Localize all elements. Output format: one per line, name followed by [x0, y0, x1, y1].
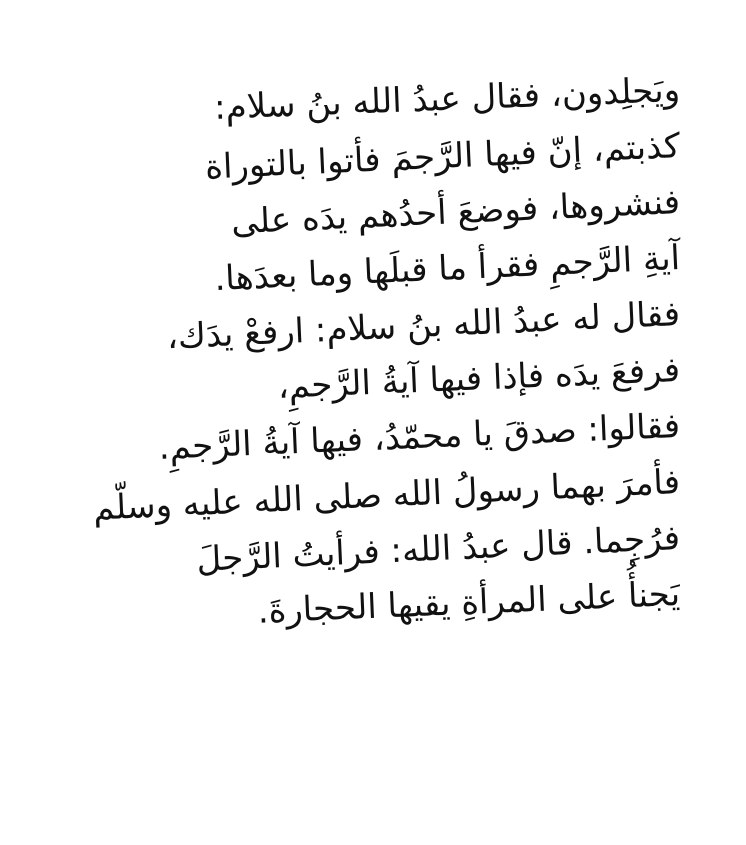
text-line: فقالوا: صدقَ يا محمّدُ، فيها آيةُ الرَّجمِ.	[157, 406, 681, 468]
text-line: فنشروها، فوضعَ أحدُهم يدَه على	[230, 182, 681, 243]
text-line: يَجنأُ على المرأةِ يقيها الحجارةَ.	[256, 574, 681, 632]
text-line: فقال له عبدُ الله بنُ سلام: ارفعْ يدَك،	[166, 294, 681, 358]
text-line: فأمرَ بهما رسولُ الله صلى الله عليه وسلّم	[92, 462, 681, 529]
text-line: آيةِ الرَّجمِ فقرأ ما قبلَها وما بعدَها.	[213, 238, 681, 300]
text-line: فرُجِما. قال عبدُ الله: فرأيتُ الرَّجلَ	[195, 518, 681, 580]
text-line: كذبتم، إنّ فيها الرَّجمَ فأتوا بالتوراة	[204, 126, 681, 188]
arabic-text-block	[20, 62, 681, 632]
text-line: ويَجلِدون، فقال عبدُ الله بنُ سلام:	[213, 70, 681, 128]
text-line: فرفعَ يدَه فإذا فيها آيةُ الرَّجمِ،	[276, 350, 681, 407]
